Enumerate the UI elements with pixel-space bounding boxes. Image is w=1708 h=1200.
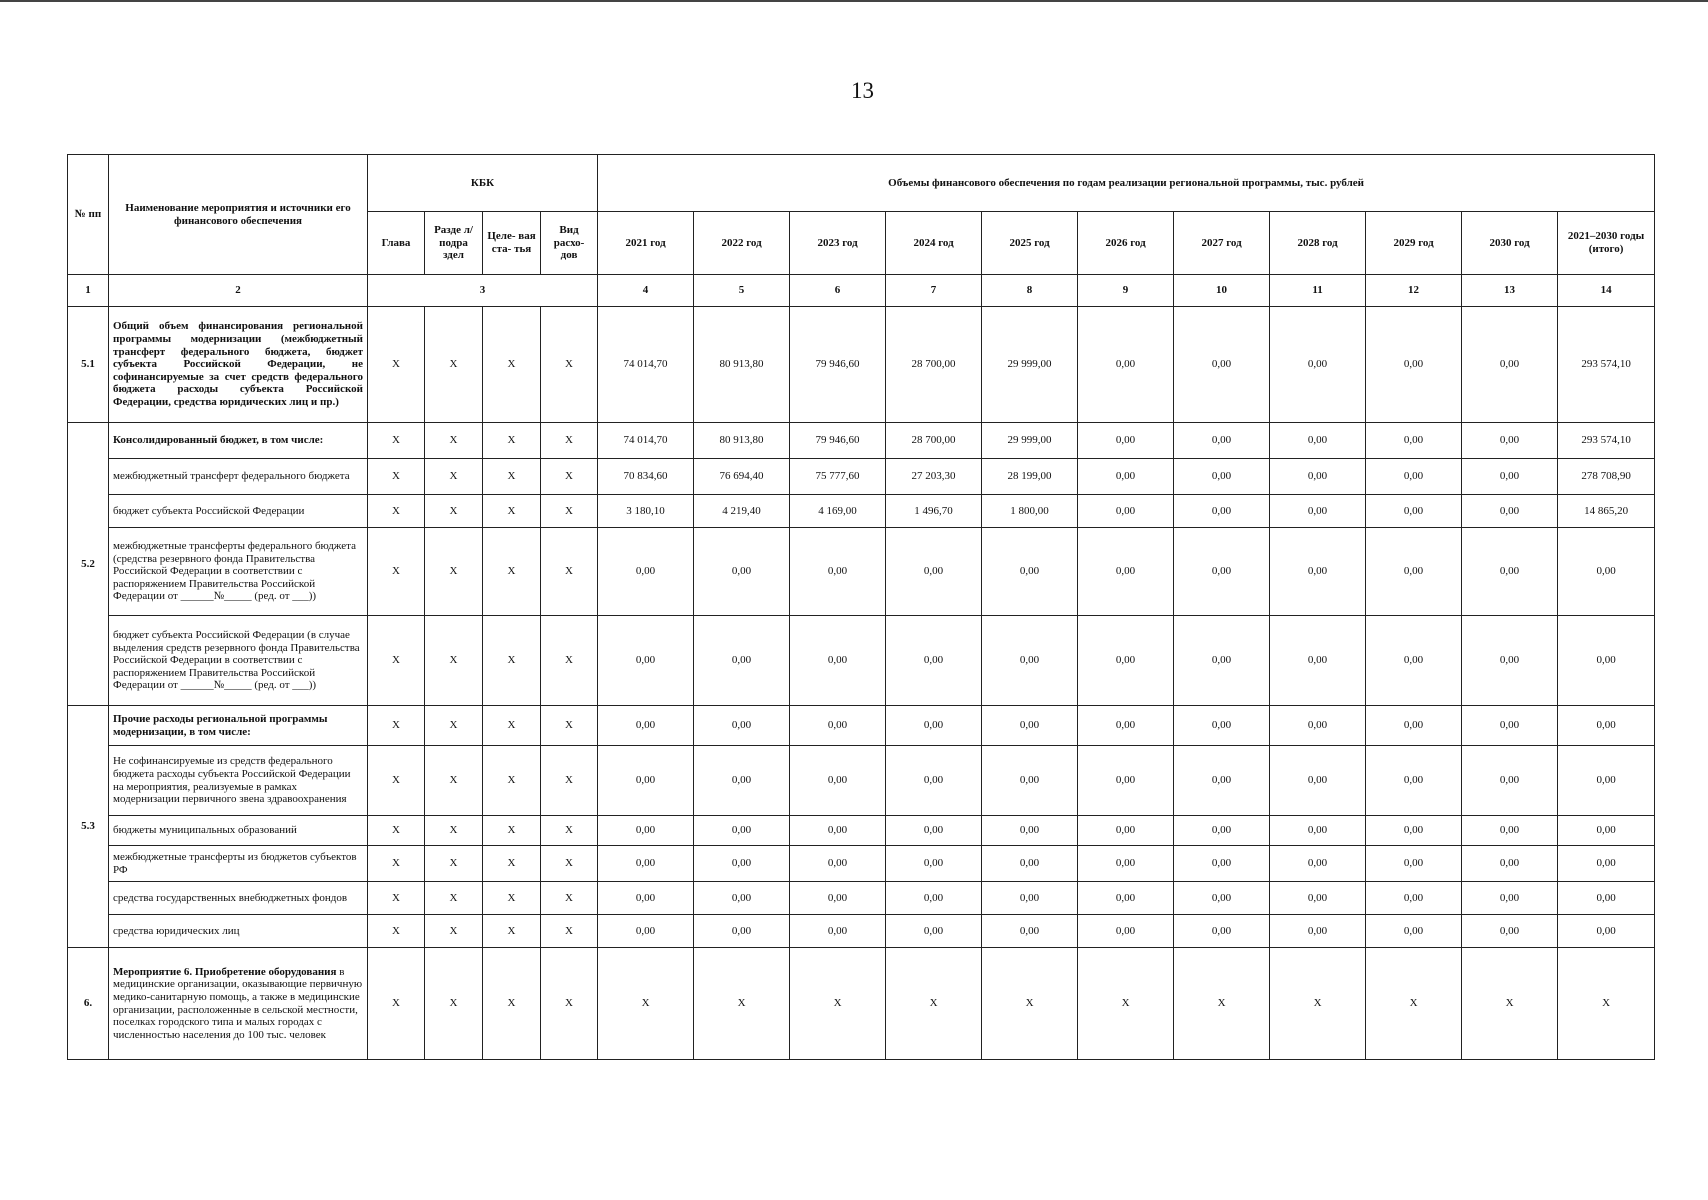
value-cell: 0,00	[598, 882, 694, 915]
value-cell: 0,00	[790, 816, 886, 846]
value-cell: 0,00	[1078, 816, 1174, 846]
value-cell: 28 700,00	[886, 423, 982, 459]
colnum: 3	[368, 275, 598, 307]
kbk-cell: X	[483, 846, 541, 882]
value-cell: 0,00	[790, 706, 886, 746]
value-cell: 0,00	[982, 746, 1078, 816]
header-kbk: КБК	[368, 155, 598, 212]
row-number: 5.1	[68, 307, 109, 423]
value-cell: 3 180,10	[598, 495, 694, 528]
kbk-cell: X	[368, 307, 425, 423]
total-cell: X	[1558, 948, 1655, 1060]
value-cell: 0,00	[1366, 846, 1462, 882]
kbk-cell: X	[541, 948, 598, 1060]
colnum: 11	[1270, 275, 1366, 307]
value-cell: X	[598, 948, 694, 1060]
table-row	[68, 528, 1655, 616]
value-cell: 0,00	[1174, 915, 1270, 948]
value-cell: 0,00	[694, 746, 790, 816]
value-cell: 0,00	[886, 528, 982, 616]
value-cell: 1 496,70	[886, 495, 982, 528]
header-year: 2024 год	[886, 212, 982, 275]
row-name: средства юридических лиц	[109, 915, 368, 948]
kbk-cell: X	[368, 915, 425, 948]
value-cell: X	[790, 948, 886, 1060]
value-cell: 75 777,60	[790, 459, 886, 495]
row-name	[109, 948, 368, 1060]
header-year: 2029 год	[1366, 212, 1462, 275]
row-name: средства государственных внебюджетных фондов	[109, 882, 368, 915]
kbk-cell: X	[483, 616, 541, 706]
value-cell: 0,00	[1270, 307, 1366, 423]
value-cell: 80 913,80	[694, 423, 790, 459]
kbk-cell: X	[425, 706, 483, 746]
value-cell: 0,00	[1270, 706, 1366, 746]
value-cell: 0,00	[1462, 915, 1558, 948]
value-cell: 0,00	[886, 746, 982, 816]
value-cell: 0,00	[982, 915, 1078, 948]
value-cell: 0,00	[694, 915, 790, 948]
value-cell: 0,00	[1462, 816, 1558, 846]
value-cell: 0,00	[1174, 459, 1270, 495]
top-scan-rule	[0, 0, 1708, 2]
value-cell: 79 946,60	[790, 307, 886, 423]
value-cell: 0,00	[1270, 915, 1366, 948]
value-cell: X	[1270, 948, 1366, 1060]
kbk-cell: X	[425, 882, 483, 915]
table-row	[68, 616, 1655, 706]
value-cell: 0,00	[790, 915, 886, 948]
header-year: 2025 год	[982, 212, 1078, 275]
value-cell: 0,00	[982, 528, 1078, 616]
value-cell: 0,00	[1462, 746, 1558, 816]
total-cell: 0,00	[1558, 528, 1655, 616]
value-cell: 0,00	[1078, 459, 1174, 495]
value-cell: 0,00	[1078, 915, 1174, 948]
value-cell: 0,00	[1366, 882, 1462, 915]
value-cell: 0,00	[694, 528, 790, 616]
kbk-cell: X	[483, 882, 541, 915]
kbk-cell: X	[541, 846, 598, 882]
total-cell: 14 865,20	[1558, 495, 1655, 528]
value-cell: 0,00	[1078, 746, 1174, 816]
value-cell: 0,00	[598, 915, 694, 948]
value-cell: 0,00	[694, 706, 790, 746]
kbk-cell: X	[368, 459, 425, 495]
value-cell: 0,00	[1078, 706, 1174, 746]
header-year: 2028 год	[1270, 212, 1366, 275]
colnum: 8	[982, 275, 1078, 307]
value-cell: 0,00	[1078, 307, 1174, 423]
value-cell: 0,00	[1078, 616, 1174, 706]
value-cell: 0,00	[1366, 495, 1462, 528]
value-cell: 0,00	[886, 616, 982, 706]
value-cell: 74 014,70	[598, 307, 694, 423]
row-number: 5.3	[68, 706, 109, 948]
table-row	[68, 423, 1655, 459]
header-statya: Целе- вая ста- тья	[483, 212, 541, 275]
table-row	[68, 948, 1655, 1060]
kbk-cell: X	[425, 423, 483, 459]
value-cell: 70 834,60	[598, 459, 694, 495]
kbk-cell: X	[541, 459, 598, 495]
header-name: Наименование мероприятия и источники его финансового обеспечения	[109, 155, 368, 275]
value-cell: 28 700,00	[886, 307, 982, 423]
value-cell: 0,00	[982, 616, 1078, 706]
value-cell: 0,00	[1174, 495, 1270, 528]
kbk-cell: X	[425, 459, 483, 495]
row-name: Прочие расходы региональной программы модернизации, в том числе:	[109, 706, 368, 746]
header-year: 2027 год	[1174, 212, 1270, 275]
kbk-cell: X	[483, 307, 541, 423]
kbk-cell: X	[425, 307, 483, 423]
value-cell: 0,00	[1174, 706, 1270, 746]
value-cell: 29 999,00	[982, 423, 1078, 459]
value-cell: 0,00	[886, 706, 982, 746]
value-cell: 0,00	[1366, 706, 1462, 746]
value-cell: 76 694,40	[694, 459, 790, 495]
kbk-cell: X	[368, 423, 425, 459]
value-cell: 0,00	[598, 746, 694, 816]
total-cell: 293 574,10	[1558, 423, 1655, 459]
row-number: 5.2	[68, 423, 109, 706]
value-cell: 0,00	[1366, 816, 1462, 846]
value-cell: 0,00	[1078, 846, 1174, 882]
row-name: Общий объем финансирования региональной программы модернизации (межбюджетный трансферт федерального бюджета, бюджет субъекта Российской Федерации, не софинансируемые за счет средств федерального бюджета расходы субъекта Российской Федерации, средства юридических лиц и пр.)	[109, 307, 368, 423]
value-cell: 0,00	[790, 528, 886, 616]
value-cell: 0,00	[982, 846, 1078, 882]
value-cell: 0,00	[1270, 746, 1366, 816]
header-num: № пп	[68, 155, 109, 275]
total-cell: 0,00	[1558, 882, 1655, 915]
header-year: 2030 год	[1462, 212, 1558, 275]
value-cell: 0,00	[1174, 616, 1270, 706]
value-cell: 0,00	[1270, 846, 1366, 882]
value-cell: 0,00	[1366, 746, 1462, 816]
value-cell: 0,00	[982, 816, 1078, 846]
value-cell: 0,00	[886, 882, 982, 915]
header-year: 2026 год	[1078, 212, 1174, 275]
total-cell: 0,00	[1558, 616, 1655, 706]
kbk-cell: X	[425, 816, 483, 846]
header-vid: Вид расхо- дов	[541, 212, 598, 275]
header-volumes: Объемы финансового обеспечения по годам реализации региональной программы, тыс. рублей	[598, 155, 1655, 212]
kbk-cell: X	[425, 846, 483, 882]
value-cell: 0,00	[1462, 882, 1558, 915]
value-cell: 0,00	[598, 846, 694, 882]
row-name: бюджет субъекта Российской Федерации (в случае выделения средств резервного фонда Правительства Российской Федерации в соответствии с распоряжением Правительства Российской Федерации от ______№_____ (ред. от ___))	[109, 616, 368, 706]
value-cell: 79 946,60	[790, 423, 886, 459]
kbk-cell: X	[541, 706, 598, 746]
kbk-cell: X	[483, 915, 541, 948]
kbk-cell: X	[541, 746, 598, 816]
row-name: межбюджетный трансферт федерального бюджета	[109, 459, 368, 495]
kbk-cell: X	[425, 616, 483, 706]
value-cell: 0,00	[790, 882, 886, 915]
value-cell: 29 999,00	[982, 307, 1078, 423]
kbk-cell: X	[483, 459, 541, 495]
row-name: межбюджетные трансферты федерального бюджета (средства резервного фонда Правительства Российской Федерации в соответствии с распоряжением Правительства Российской Федерации от ______№_____ (ред. от ___))	[109, 528, 368, 616]
kbk-cell: X	[368, 816, 425, 846]
value-cell: 0,00	[1078, 495, 1174, 528]
table-row	[68, 307, 1655, 423]
value-cell: 28 199,00	[982, 459, 1078, 495]
value-cell: 0,00	[1270, 882, 1366, 915]
value-cell: 0,00	[1270, 459, 1366, 495]
value-cell: 0,00	[1270, 816, 1366, 846]
value-cell: 0,00	[598, 816, 694, 846]
value-cell: 0,00	[598, 528, 694, 616]
value-cell: 0,00	[982, 882, 1078, 915]
kbk-cell: X	[425, 528, 483, 616]
value-cell: 0,00	[598, 616, 694, 706]
value-cell: 0,00	[1462, 706, 1558, 746]
table-row	[68, 846, 1655, 882]
total-cell: 0,00	[1558, 706, 1655, 746]
value-cell: 0,00	[694, 816, 790, 846]
value-cell: 0,00	[694, 846, 790, 882]
kbk-cell: X	[541, 495, 598, 528]
value-cell: 0,00	[1078, 882, 1174, 915]
kbk-cell: X	[483, 746, 541, 816]
colnum: 12	[1366, 275, 1462, 307]
colnum: 13	[1462, 275, 1558, 307]
value-cell: 0,00	[982, 706, 1078, 746]
kbk-cell: X	[541, 423, 598, 459]
kbk-cell: X	[368, 846, 425, 882]
value-cell: X	[1174, 948, 1270, 1060]
total-cell: 0,00	[1558, 915, 1655, 948]
value-cell: 4 219,40	[694, 495, 790, 528]
table-row	[68, 495, 1655, 528]
value-cell: 0,00	[1366, 915, 1462, 948]
kbk-cell: X	[541, 816, 598, 846]
kbk-cell: X	[541, 528, 598, 616]
colnum: 5	[694, 275, 790, 307]
kbk-cell: X	[368, 528, 425, 616]
kbk-cell: X	[541, 915, 598, 948]
colnum: 9	[1078, 275, 1174, 307]
colnum: 2	[109, 275, 368, 307]
kbk-cell: X	[483, 706, 541, 746]
kbk-cell: X	[425, 495, 483, 528]
value-cell: 0,00	[886, 915, 982, 948]
kbk-cell: X	[368, 706, 425, 746]
kbk-cell: X	[541, 882, 598, 915]
value-cell: 0,00	[790, 846, 886, 882]
row-name: бюджет субъекта Российской Федерации	[109, 495, 368, 528]
kbk-cell: X	[368, 746, 425, 816]
colnum: 4	[598, 275, 694, 307]
value-cell: 0,00	[1366, 459, 1462, 495]
value-cell: 0,00	[790, 616, 886, 706]
table-row	[68, 882, 1655, 915]
value-cell: 0,00	[1366, 423, 1462, 459]
value-cell: 0,00	[1462, 495, 1558, 528]
total-cell: 293 574,10	[1558, 307, 1655, 423]
value-cell: 0,00	[598, 706, 694, 746]
total-cell: 278 708,90	[1558, 459, 1655, 495]
row-name: бюджеты муниципальных образований	[109, 816, 368, 846]
kbk-cell: X	[541, 307, 598, 423]
value-cell: 80 913,80	[694, 307, 790, 423]
kbk-cell: X	[368, 495, 425, 528]
kbk-cell: X	[425, 746, 483, 816]
value-cell: X	[1366, 948, 1462, 1060]
value-cell: 0,00	[1462, 307, 1558, 423]
kbk-cell: X	[368, 948, 425, 1060]
value-cell: 0,00	[790, 746, 886, 816]
value-cell: 74 014,70	[598, 423, 694, 459]
table-row	[68, 459, 1655, 495]
value-cell: 0,00	[1078, 528, 1174, 616]
table-row	[68, 746, 1655, 816]
value-cell: 0,00	[1174, 816, 1270, 846]
value-cell: 0,00	[694, 882, 790, 915]
row-name-bold: Мероприятие 6. Приобретение оборудования	[113, 965, 337, 978]
value-cell: 0,00	[1462, 528, 1558, 616]
colnum: 10	[1174, 275, 1270, 307]
page-number: 13	[851, 78, 874, 103]
kbk-cell: X	[541, 616, 598, 706]
row-number: 6.	[68, 948, 109, 1060]
value-cell: X	[982, 948, 1078, 1060]
kbk-cell: X	[483, 495, 541, 528]
value-cell: 0,00	[1270, 423, 1366, 459]
row-name-rest: в медицинские организации, оказывающие первичную медико-санитарную помощь, а также в медицинские организации, расположенные в сельской местности, поселках городского типа и малых городах с численностью населения до 100 тыс. человек	[113, 965, 363, 1041]
value-cell: 1 800,00	[982, 495, 1078, 528]
total-cell: 0,00	[1558, 746, 1655, 816]
value-cell: 0,00	[1174, 882, 1270, 915]
header-year: 2021 год	[598, 212, 694, 275]
kbk-cell: X	[483, 528, 541, 616]
financing-table	[67, 154, 1655, 1060]
value-cell: 0,00	[886, 816, 982, 846]
total-cell: 0,00	[1558, 816, 1655, 846]
kbk-cell: X	[425, 915, 483, 948]
colnum: 14	[1558, 275, 1655, 307]
kbk-cell: X	[483, 423, 541, 459]
value-cell: 0,00	[1462, 846, 1558, 882]
value-cell: 0,00	[1270, 616, 1366, 706]
colnum: 1	[68, 275, 109, 307]
value-cell: 0,00	[1366, 616, 1462, 706]
value-cell: 0,00	[1270, 495, 1366, 528]
header-year: 2023 год	[790, 212, 886, 275]
value-cell: 0,00	[886, 846, 982, 882]
kbk-cell: X	[483, 948, 541, 1060]
value-cell: X	[694, 948, 790, 1060]
value-cell: 0,00	[1174, 746, 1270, 816]
value-cell: 0,00	[1174, 846, 1270, 882]
table-row	[68, 816, 1655, 846]
value-cell: 0,00	[1462, 459, 1558, 495]
value-cell: X	[1462, 948, 1558, 1060]
value-cell: 0,00	[1366, 528, 1462, 616]
value-cell: 0,00	[1174, 528, 1270, 616]
value-cell: 0,00	[1462, 423, 1558, 459]
value-cell: 0,00	[1078, 423, 1174, 459]
colnum: 7	[886, 275, 982, 307]
value-cell: 0,00	[1366, 307, 1462, 423]
header-year-total: 2021–2030 годы (итого)	[1558, 212, 1655, 275]
kbk-cell: X	[368, 882, 425, 915]
value-cell: X	[886, 948, 982, 1060]
row-name: Консолидированный бюджет, в том числе:	[109, 423, 368, 459]
value-cell: 0,00	[1174, 423, 1270, 459]
kbk-cell: X	[483, 816, 541, 846]
row-name: Не софинансируемые из средств федерального бюджета расходы субъекта Российской Федерации на мероприятия, реализуемые в рамках модернизации первичного звена здравоохранения	[109, 746, 368, 816]
value-cell: 0,00	[694, 616, 790, 706]
total-cell: 0,00	[1558, 846, 1655, 882]
value-cell: 4 169,00	[790, 495, 886, 528]
row-name: межбюджетные трансферты из бюджетов субъектов РФ	[109, 846, 368, 882]
value-cell: 0,00	[1462, 616, 1558, 706]
table-row	[68, 706, 1655, 746]
colnum: 6	[790, 275, 886, 307]
kbk-cell: X	[368, 616, 425, 706]
value-cell: 27 203,30	[886, 459, 982, 495]
header-glava: Глава	[368, 212, 425, 275]
value-cell: 0,00	[1270, 528, 1366, 616]
kbk-cell: X	[425, 948, 483, 1060]
header-razdel: Разде л/ подра здел	[425, 212, 483, 275]
table-row	[68, 915, 1655, 948]
value-cell: X	[1078, 948, 1174, 1060]
value-cell: 0,00	[1174, 307, 1270, 423]
header-year: 2022 год	[694, 212, 790, 275]
